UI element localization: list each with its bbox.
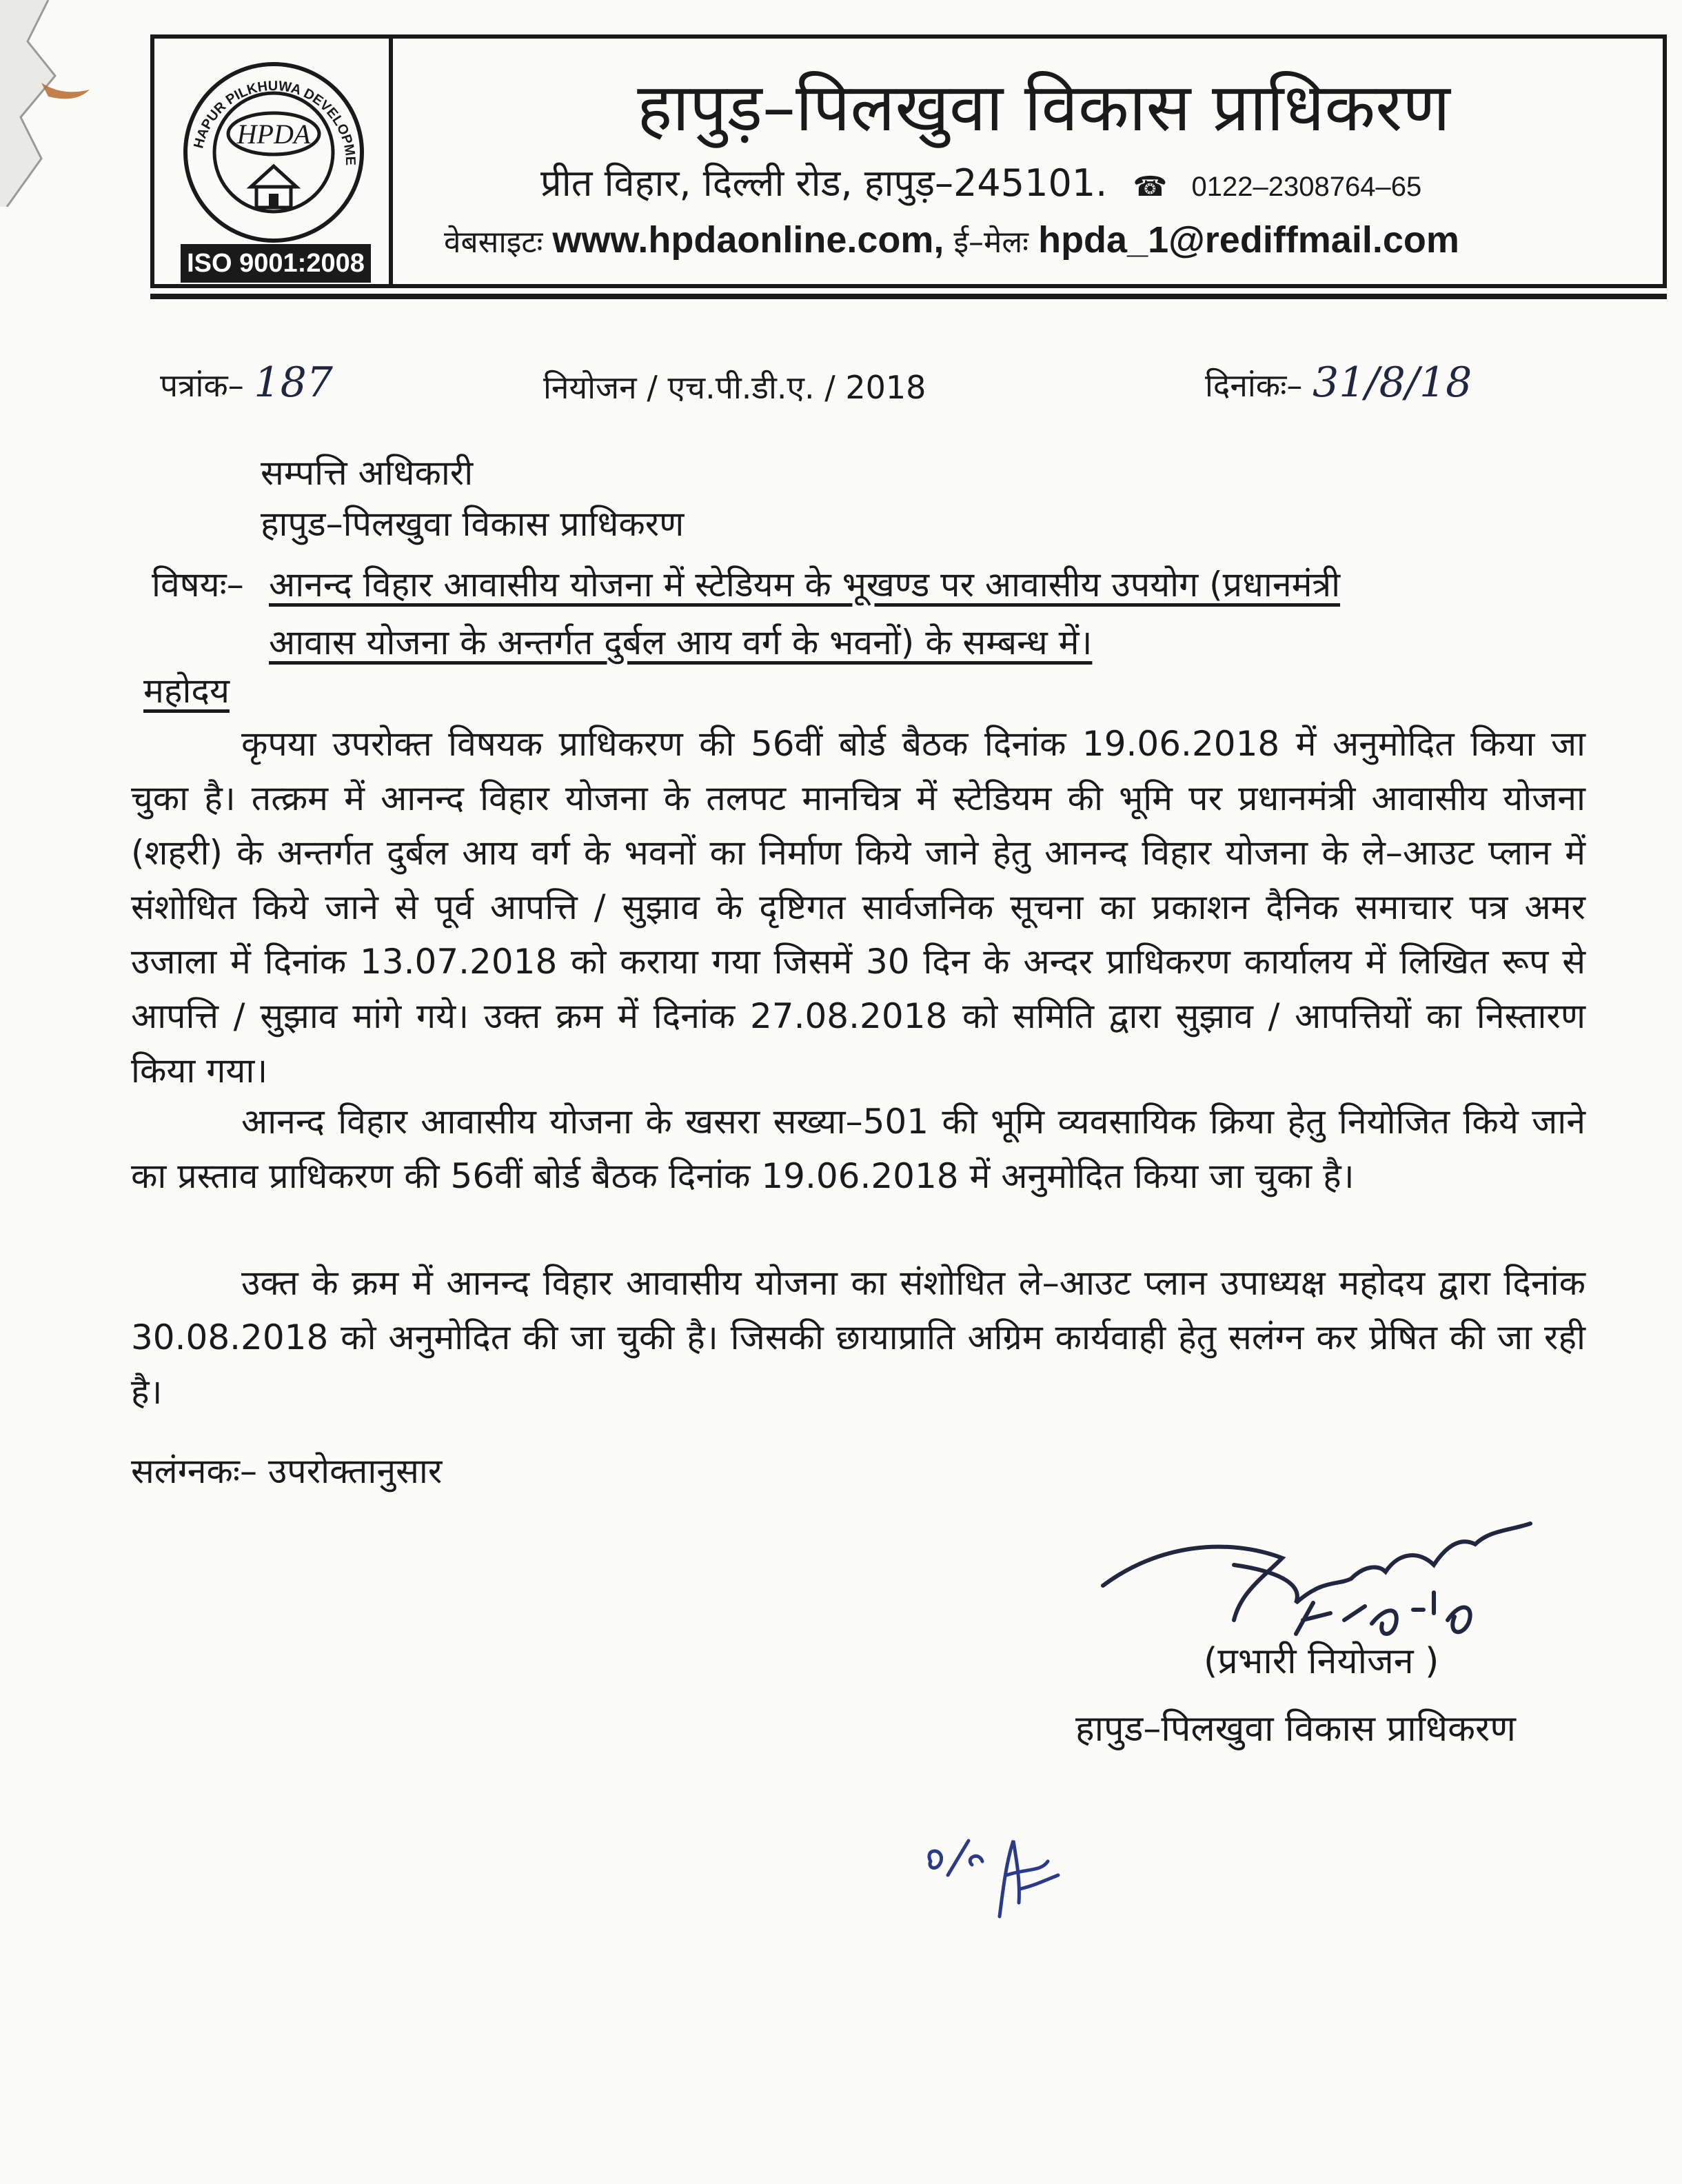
subject-label: विषयः– bbox=[152, 565, 244, 605]
body-paragraph-3 bbox=[131, 1256, 1585, 1419]
paragraph-text: कृपया उपरोक्त विषयक प्राधिकरण की 56वीं बोर्ड बैठक दिनांक 19.06.2018 में अनुमोदित किया जा चुका है। तत्क्रम में आनन्द विहार योजना के तलपट मानचित्र में स्टेडियम की भूमि पर प्रधानमंत्री आवासीय योजना (शहरी) के अन्तर्गत दुर्बल आय वर्ग के भवनों का निर्माण किये जाने हेतु आनन्द विहार योजना के ले–आउट प्लान में संशोधित किये जाने से पूर्व आपत्ति / सुझाव के दृष्टिगत सार्वजनिक सूचना का प्रकाशन दैनिक समाचार पत्र अमर उजाला में दिनांक 13.07.2018 को कराया गया जिसमें 30 दिन के अन्दर प्राधिकरण कार्यालय में लिखित रूप से आपत्ति / सुझाव मांगे गये। उक्त क्रम में दिनांक 27.08.2018 को समिति द्वारा सुझाव / आपत्तियों का निस्तारण किया गया। bbox=[131, 724, 1585, 1091]
website-label: वेबसाइटः bbox=[444, 225, 543, 260]
letterhead-rule bbox=[150, 294, 1667, 299]
patrank-label: पत्रांक– bbox=[160, 367, 244, 404]
address-text: प्रीत विहार, दिल्ली रोड, हापुड़–245101. bbox=[540, 161, 1108, 205]
subject-line-2: आवास योजना के अन्तर्गत दुर्बल आय वर्ग के भवनों) के सम्बन्ध में। bbox=[269, 623, 1093, 663]
org-name: हापुड़–पिलखुवा विकास प्राधिकरण bbox=[637, 69, 1450, 146]
paragraph-text: उक्त के क्रम में आनन्द विहार आवासीय योजना का संशोधित ले–आउट प्लान उपाध्यक्ष महोदय द्वारा दिनांक 30.08.2018 को अनुमोदित की जा चुकी है। जिसकी छायाप्राति अग्रिम कार्यवाही हेतु सलंग्न कर प्रेषित की जा रही है। bbox=[131, 1263, 1585, 1412]
body-paragraph-2 bbox=[131, 1095, 1585, 1204]
org-address bbox=[540, 156, 1643, 214]
letterhead bbox=[150, 34, 1667, 288]
hpda-seal-icon bbox=[174, 59, 374, 245]
email-link[interactable]: hpda_1@rediffmail.com bbox=[1038, 219, 1459, 261]
telephone-icon: ☎ bbox=[1133, 171, 1168, 203]
signatory-title: (प्रभारी नियोजन ) bbox=[1204, 1641, 1439, 1682]
patrank bbox=[160, 358, 333, 407]
signatory-org: हापुड–पिलखुवा विकास प्राधिकरण bbox=[1075, 1708, 1516, 1750]
paragraph-text: आनन्द विहार आवासीय योजना के खसरा सख्या–501 की भूमि व्यवसायिक क्रिया हेतु नियोजित किये जाने का प्रस्ताव प्राधिकरण की 56वीं बोर्ड बैठक दिनांक 19.06.2018 में अनुमोदित किया जा चुका है। bbox=[131, 1102, 1585, 1196]
handwritten-initials bbox=[917, 1820, 1068, 1923]
body-paragraph-1 bbox=[131, 717, 1585, 1098]
addressee-line-2: हापुड–पिलखुवा विकास प्राधिकरण bbox=[261, 504, 685, 544]
phone-number: 0122–2308764–65 bbox=[1191, 172, 1422, 202]
letter-date bbox=[1205, 358, 1472, 407]
logo-ring-text: HAPUR PILKHUWA DEVELOPME bbox=[191, 78, 358, 166]
file-reference: नियोजन / एच.पी.डी.ए. / 2018 bbox=[543, 369, 926, 406]
enclosure-line: सलंग्नकः– उपरोक्तानुसार bbox=[131, 1451, 443, 1491]
iso-badge: ISO 9001:2008 bbox=[181, 244, 371, 283]
letterhead-divider bbox=[389, 39, 393, 284]
date-value: 31/8/18 bbox=[1313, 358, 1472, 407]
website-link[interactable]: www.hpdaonline.com, bbox=[552, 219, 944, 261]
date-label: दिनांकः– bbox=[1205, 367, 1303, 404]
subject-line-1: आनन्द विहार आवासीय योजना में स्टेडियम के भूखण्ड पर आवासीय उपयोग (प्रधानमंत्री bbox=[269, 565, 1341, 605]
handwritten-signature bbox=[1075, 1482, 1558, 1661]
addressee-line-1: सम्पत्ति अधिकारी bbox=[261, 453, 474, 493]
patrank-value: 187 bbox=[254, 358, 333, 407]
logo-initials: HPDA bbox=[236, 119, 311, 150]
hpda-logo bbox=[174, 59, 374, 278]
email-label: ई–मेलः bbox=[953, 225, 1029, 260]
org-contact bbox=[444, 212, 1643, 270]
torn-corner-icon bbox=[0, 0, 152, 207]
salutation: महोदय bbox=[143, 671, 230, 711]
